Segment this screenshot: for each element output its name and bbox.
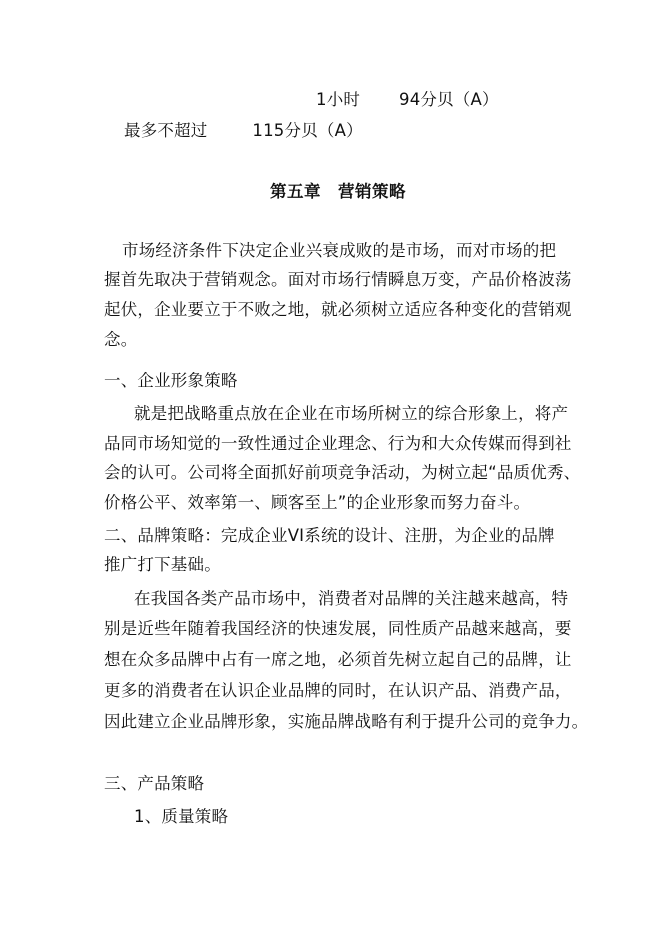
section-2-line-5: 因此建立企业品牌形象，实施品牌战略有利于提升公司的竞争力。 (104, 712, 589, 731)
noise-duration: 1小时 (316, 90, 361, 109)
section-1-line-4: 价格公平、效率第一、顾客至上”的企业形象而努力奋斗。 (104, 493, 531, 512)
intro-line-2: 握首先取决于营销观念。面对市场行情瞬息万变，产品价格波荡 (104, 270, 572, 289)
section-3-heading: 三、产品策略 (104, 774, 205, 793)
section-1-line-3: 会的认可。公司将全面抓好前项竞争活动，为树立起“品质优秀、 (104, 463, 581, 482)
section-2-line-4: 更多的消费者在认识企业品牌的同时，在认识产品、消费产品， (104, 681, 572, 700)
intro-line-1: 市场经济条件下决定企业兴衰成败的是市场，而对市场的把 (122, 241, 557, 260)
section-2-heading-line-2: 推广打下基础。 (104, 555, 221, 574)
noise-row-1 (316, 87, 499, 113)
section-2-line-1: 在我国各类产品市场中，消费者对品牌的关注越来越高，特 (134, 589, 569, 608)
intro-line-4: 念。 (104, 330, 138, 349)
intro-line-3: 起伏，企业要立于不败之地，就必须树立适应各种变化的营销观 (104, 300, 572, 319)
noise-value-2: 115分贝（A） (252, 121, 363, 140)
section-2-line-2: 别是近些年随着我国经济的快速发展，同性质产品越来越高，要 (104, 619, 572, 638)
section-1-line-2: 品同市场知觉的一致性通过企业理念、行为和大众传媒而得到社 (104, 434, 572, 453)
section-3-subheading-1: 1、质量策略 (134, 807, 229, 826)
section-1-heading: 一、企业形象策略 (104, 371, 238, 390)
noise-row-2 (124, 118, 363, 144)
section-1-line-1: 就是把战略重点放在企业在市场所树立的综合形象上，将产 (134, 404, 569, 423)
chapter-title: 第五章 营销策略 (270, 182, 406, 201)
noise-value-1: 94分贝（A） (399, 90, 499, 109)
section-2-line-3: 想在众多品牌中占有一席之地，必须首先树立起自己的品牌，让 (104, 650, 572, 669)
noise-limit-label: 最多不超过 (124, 121, 208, 140)
section-2-heading-line-1: 二、品牌策略：完成企业VI系统的设计、注册，为企业的品牌 (104, 526, 555, 545)
